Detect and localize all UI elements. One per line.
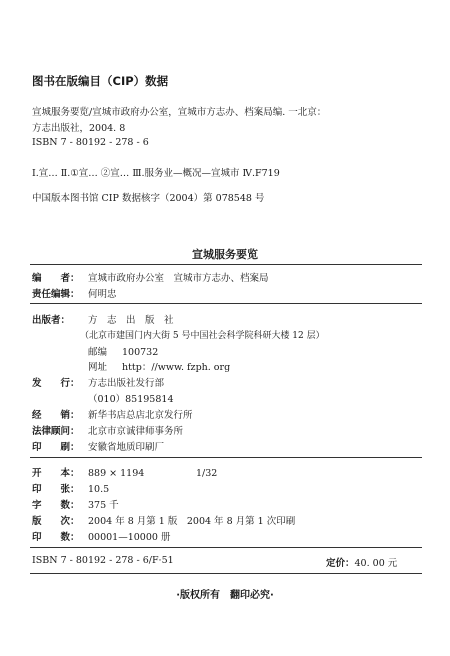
- cip-description-line1: 宣城服务要览/宣城市政府办公室，宣城市方志办、档案局编. 一北京：: [32, 107, 327, 118]
- book-title: 宣城服务要览: [192, 248, 258, 261]
- sheets-label: 印 张：: [32, 484, 80, 495]
- cip-classification: Ⅰ.宣… Ⅱ.①宣… ②宣… Ⅲ.服务业—概况—宣城市 Ⅳ.F719: [32, 168, 280, 179]
- price-label: 定价：: [326, 558, 355, 569]
- print-run-value: 00001—10000 册: [88, 532, 171, 543]
- legal-value: 北京市京诚律师事务所: [88, 426, 184, 437]
- responsible-editor-label: 责任编辑：: [32, 289, 80, 300]
- phone-number: （010）85195814: [88, 394, 174, 405]
- edition-label: 版 次：: [32, 516, 80, 527]
- words-label: 字 数：: [32, 500, 80, 511]
- website-row: [88, 359, 230, 373]
- legal-label: 法律顾问：: [32, 426, 80, 437]
- format-label: 开 本：: [32, 468, 80, 479]
- divider-top: [30, 264, 422, 265]
- issue-label: 发 行：: [32, 378, 80, 389]
- words-value: 375 千: [88, 500, 119, 511]
- price-row: [326, 555, 397, 569]
- divider-distribution: [30, 457, 422, 458]
- dealer-row: [32, 407, 193, 421]
- printer-label: 印 刷：: [32, 442, 80, 453]
- format-value: 889 × 1194: [88, 468, 145, 479]
- issue-row: [32, 375, 164, 389]
- responsible-editor-row: [32, 286, 117, 300]
- edition-value: 2004 年 8 月第 1 版 2004 年 8 月第 1 次印刷: [88, 516, 296, 527]
- website-url[interactable]: http：//www. fzph. org: [122, 362, 231, 373]
- divider-editors: [30, 303, 422, 304]
- cip-data-number: 中国版本图书馆 CIP 数据核字（2004）第 078548 号: [32, 193, 265, 204]
- legal-row: [32, 423, 183, 437]
- divider-specs: [30, 547, 422, 548]
- publisher-label: 出版者：: [32, 315, 71, 326]
- edition-row: [32, 513, 295, 527]
- footer-isbn: ISBN 7 - 80192 - 278 - 6/F·51: [32, 555, 174, 566]
- responsible-editor-value: 何明忠: [88, 289, 117, 300]
- cip-description-line2: 方志出版社，2004. 8: [32, 123, 126, 134]
- words-row: [32, 497, 119, 511]
- postal-label: 邮编: [88, 347, 108, 358]
- print-run-row: [32, 529, 170, 543]
- divider-footer: [30, 573, 422, 574]
- dealer-value: 新华书店总店北京发行所: [88, 410, 193, 421]
- publisher-address: （北京市建国门内大街 5 号中国社会科学院科研大楼 12 层）: [80, 331, 325, 341]
- print-run-label: 印 数：: [32, 532, 80, 543]
- website-label: 网址: [88, 362, 108, 373]
- copyright-notice: ·版权所有 翻印必究·: [176, 590, 274, 601]
- editor-label: 编 者：: [32, 273, 80, 284]
- printer-value: 安徽省地质印刷厂: [88, 442, 165, 453]
- editor-row: [32, 270, 269, 284]
- sheets-value: 10.5: [88, 484, 110, 495]
- editor-value: 宣城市政府办公室 宣城市方志办、档案局: [88, 273, 269, 284]
- sheets-row: [32, 481, 109, 495]
- format-row: [32, 465, 217, 479]
- postal-code: 100732: [122, 347, 159, 358]
- issue-value: 方志出版社发行部: [88, 378, 165, 389]
- price-value: 40. 00 元: [354, 558, 398, 569]
- cip-isbn: ISBN 7 - 80192 - 278 - 6: [32, 137, 149, 148]
- cip-heading: 图书在版编目（CIP）数据: [32, 74, 169, 88]
- publisher-name: 方 志 出 版 社: [88, 315, 174, 326]
- format-fraction: 1/32: [196, 468, 218, 479]
- printer-row: [32, 439, 164, 453]
- postal-row: [88, 344, 158, 358]
- publisher-row: [32, 312, 174, 326]
- dealer-label: 经 销：: [32, 410, 80, 421]
